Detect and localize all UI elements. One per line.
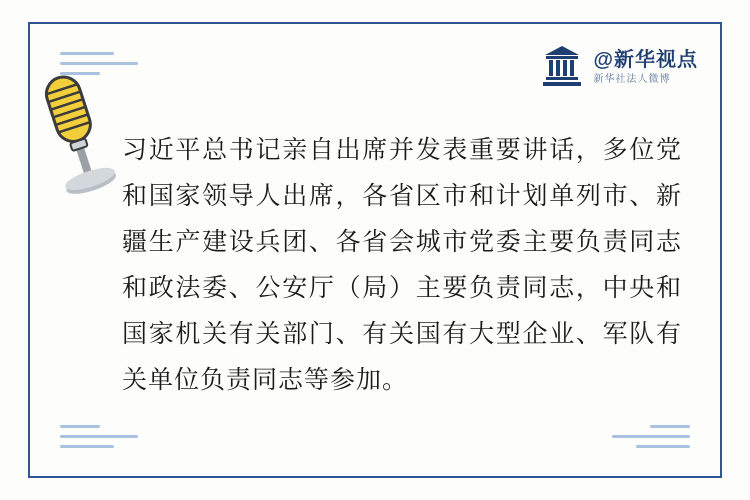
dash-line <box>636 445 690 448</box>
dash-line <box>60 435 138 438</box>
brand-logo <box>539 44 698 90</box>
dash-line <box>60 52 114 55</box>
dash-line <box>650 425 690 428</box>
logo-title <box>593 49 698 72</box>
logo-title-text: 新华视点 <box>614 48 698 71</box>
logo-subtitle: 新华社法人微博 <box>593 73 671 85</box>
logo-text-block <box>593 49 698 86</box>
logo-at-symbol: @ <box>593 48 614 71</box>
dash-line <box>60 425 100 428</box>
decorative-dashes-bottom-right <box>612 425 690 448</box>
dash-line <box>60 445 114 448</box>
decorative-dashes-bottom-left <box>60 425 138 448</box>
article-body-text: 习近平总书记亲自出席并发表重要讲话，多位党和国家领导人出席，各省区市和计划单列市、新疆生产建设兵团、各省会城市党委主要负责同志和政法委、公安厅（局）主要负责同志，中央和国家机关有关部门、有关国有大型企业、军队有关单位负责同志等参加。 <box>122 137 682 394</box>
xinhua-pillar-logo-icon <box>539 44 585 90</box>
dash-line <box>612 435 690 438</box>
